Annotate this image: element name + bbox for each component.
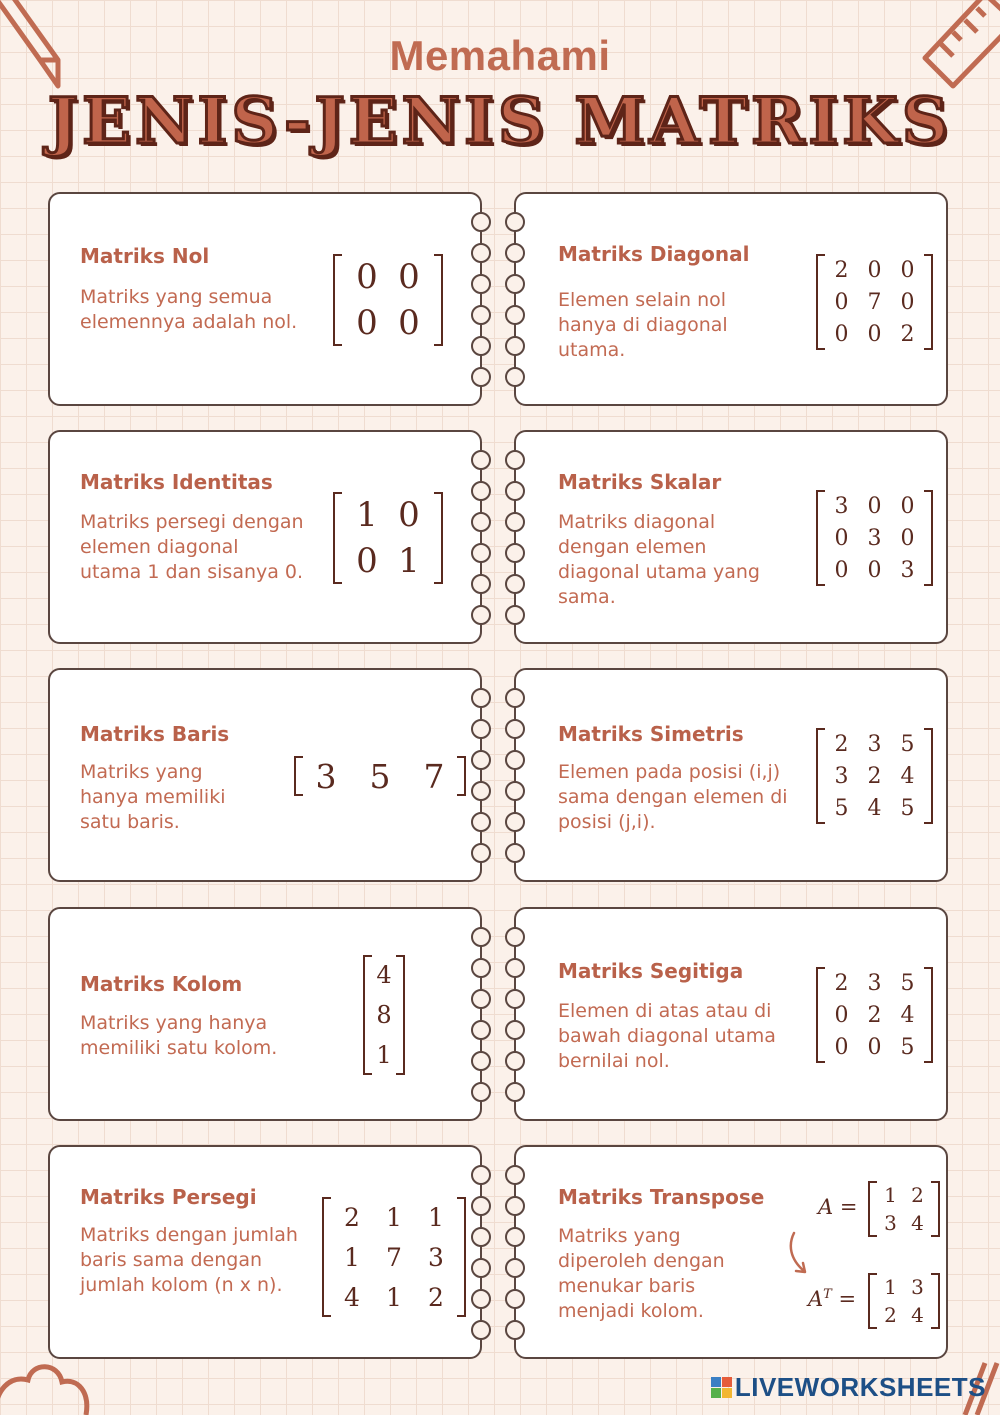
card-description: Elemen selain nol hanya di diagonal utama. bbox=[558, 289, 728, 361]
matrix-cell: 0 bbox=[356, 303, 378, 343]
card-matriks-identitas bbox=[48, 430, 482, 644]
liveworksheets-brand-text: LIVEWORKSHEETS bbox=[734, 1372, 986, 1402]
matrix-cell: 0 bbox=[356, 257, 378, 297]
card-title: Matriks Identitas bbox=[80, 470, 273, 494]
matrix-cell: 2 bbox=[911, 1183, 924, 1207]
matrix-cell: 0 bbox=[398, 303, 420, 343]
matrix-cell: 5 bbox=[900, 1034, 915, 1060]
card-title: Matriks Segitiga bbox=[558, 959, 744, 983]
card-description: Matriks yang hanya memiliki satu baris. bbox=[80, 761, 226, 833]
page-subtitle: Memahami bbox=[389, 32, 611, 79]
matrix-cell: 1 bbox=[428, 1202, 444, 1232]
matrix-cell: 1 bbox=[386, 1202, 402, 1232]
matrix-cell: 2 bbox=[834, 970, 849, 996]
matrix-cell: 4 bbox=[867, 795, 882, 821]
matrix bbox=[333, 254, 443, 346]
card-matriks-diagonal bbox=[514, 192, 948, 406]
matrix bbox=[333, 492, 443, 584]
matrix-cell: 5 bbox=[900, 731, 915, 757]
matrix-cell: 0 bbox=[867, 493, 882, 519]
card-matriks-segitiga bbox=[514, 907, 948, 1121]
matrix-cell: 3 bbox=[911, 1275, 924, 1299]
matrix-cell: 1 bbox=[398, 541, 420, 581]
card-matriks-nol bbox=[48, 192, 482, 406]
transpose-label-a: A = bbox=[818, 1195, 858, 1219]
card-description: Matriks yang semua elemennya adalah nol. bbox=[80, 286, 298, 333]
matrix-cell: 0 bbox=[867, 257, 882, 283]
matrix-cell: 4 bbox=[344, 1282, 360, 1312]
matrix-cell: 4 bbox=[911, 1211, 924, 1235]
card-title: Matriks Diagonal bbox=[558, 242, 750, 266]
card-description: Matriks dengan jumlah baris sama dengan jumlah kolom (n x n). bbox=[80, 1224, 298, 1296]
matrix-cell: 3 bbox=[884, 1211, 897, 1235]
matrix-cell: 0 bbox=[867, 321, 882, 347]
matrix-cell: 0 bbox=[900, 257, 915, 283]
matrix-cell: 3 bbox=[867, 970, 882, 996]
matrix-cell: 0 bbox=[867, 1034, 882, 1060]
matrix-cell: 0 bbox=[356, 541, 378, 581]
matrix-cell: 5 bbox=[900, 795, 915, 821]
matrix-cell: 4 bbox=[900, 763, 915, 789]
matrix-cell: 0 bbox=[398, 257, 420, 297]
card-title: Matriks Persegi bbox=[80, 1185, 257, 1209]
curved-arrow-icon bbox=[786, 1229, 816, 1279]
matrix-cell: 1 bbox=[884, 1275, 897, 1299]
card-title: Matriks Simetris bbox=[558, 722, 744, 746]
card-description: Matriks diagonal dengan elemen diagonal utama yang sama. bbox=[558, 511, 760, 608]
card-description: Elemen pada posisi (i,j) sama dengan elemen di posisi (j,i). bbox=[558, 761, 788, 833]
matrix-cell: 4 bbox=[900, 1002, 915, 1028]
card-description: Matriks yang diperoleh dengan menukar baris menjadi kolom. bbox=[558, 1225, 725, 1322]
matrix-cell: 7 bbox=[867, 289, 882, 315]
matrix-cell: 0 bbox=[834, 321, 849, 347]
card-matriks-skalar bbox=[514, 430, 948, 644]
matrix-cell: 2 bbox=[834, 731, 849, 757]
card-matriks-persegi bbox=[48, 1145, 482, 1359]
card-title: Matriks Kolom bbox=[80, 972, 243, 996]
matrix-cell: 2 bbox=[428, 1282, 444, 1312]
matrix-cell: 5 bbox=[900, 970, 915, 996]
matrix-cell: 7 bbox=[386, 1242, 402, 1272]
matrix-cell: 1 bbox=[386, 1282, 402, 1312]
matrix-cell: 0 bbox=[834, 557, 849, 583]
card-matriks-simetris bbox=[514, 668, 948, 882]
matrix-cell: 3 bbox=[834, 763, 849, 789]
matrix-cell: 1 bbox=[884, 1183, 897, 1207]
matrix-cell: 0 bbox=[900, 289, 915, 315]
matrix bbox=[363, 955, 405, 1075]
matrix-cell: 3 bbox=[428, 1242, 444, 1272]
matrix-cell: 3 bbox=[315, 756, 337, 796]
page-title: JENIS-JENIS MATRIKS bbox=[47, 84, 953, 159]
card-title: Matriks Transpose bbox=[558, 1185, 765, 1209]
card-description: Elemen di atas atau di bawah diagonal utama bernilai nol. bbox=[558, 1000, 776, 1072]
matrix-cell: 3 bbox=[867, 731, 882, 757]
matrix-cell: 4 bbox=[911, 1303, 924, 1327]
card-description: Matriks yang hanya memiliki satu kolom. bbox=[80, 1012, 278, 1059]
card-matriks-baris bbox=[48, 668, 482, 882]
matrix bbox=[816, 967, 933, 1063]
card-description: Matriks persegi dengan elemen diagonal utama 1 dan sisanya 0. bbox=[80, 511, 304, 583]
matrix bbox=[816, 490, 933, 586]
matrix-cell: 0 bbox=[398, 495, 420, 535]
card-matriks-kolom bbox=[48, 907, 482, 1121]
matrix-cell: 0 bbox=[834, 525, 849, 551]
matrix-cell: 2 bbox=[867, 1002, 882, 1028]
matrix-cell: 3 bbox=[867, 525, 882, 551]
matrix-cell: 2 bbox=[344, 1202, 360, 1232]
matrix-cell: 1 bbox=[376, 1041, 392, 1069]
transpose-label-at: $A^T$ = bbox=[808, 1287, 857, 1311]
card-title: Matriks Nol bbox=[80, 244, 210, 268]
matrix-cell: 3 bbox=[900, 557, 915, 583]
matrix bbox=[816, 728, 933, 824]
matrix-cell: 7 bbox=[423, 756, 445, 796]
matrix-cell: 0 bbox=[900, 525, 915, 551]
matrix-cell: 2 bbox=[884, 1303, 897, 1327]
cloud-doodle bbox=[0, 1350, 90, 1415]
matrix-cell: 5 bbox=[834, 795, 849, 821]
matrix-a bbox=[868, 1181, 940, 1237]
card-title: Matriks Baris bbox=[80, 722, 230, 746]
card-matriks-transpose bbox=[514, 1145, 948, 1359]
matrix-at bbox=[868, 1273, 940, 1329]
card-title: Matriks Skalar bbox=[558, 470, 722, 494]
matrix-cell: 8 bbox=[376, 1001, 392, 1029]
liveworksheets-logo-icon bbox=[711, 1377, 732, 1398]
matrix-cell: 2 bbox=[900, 321, 915, 347]
matrix-cell: 0 bbox=[867, 557, 882, 583]
matrix bbox=[294, 756, 466, 796]
liveworksheets-logo[interactable] bbox=[711, 1372, 986, 1403]
matrix bbox=[322, 1197, 466, 1317]
matrix-cell: 3 bbox=[834, 493, 849, 519]
matrix-cell: 0 bbox=[834, 289, 849, 315]
matrix-cell: 1 bbox=[356, 495, 378, 535]
matrix-cell: 0 bbox=[900, 493, 915, 519]
matrix-cell: 2 bbox=[867, 763, 882, 789]
matrix-cell: 5 bbox=[369, 756, 391, 796]
matrix-cell: 2 bbox=[834, 257, 849, 283]
matrix-cell: 0 bbox=[834, 1002, 849, 1028]
matrix-cell: 0 bbox=[834, 1034, 849, 1060]
matrix-cell: 4 bbox=[376, 961, 392, 989]
matrix bbox=[816, 254, 933, 350]
matrix-cell: 1 bbox=[344, 1242, 360, 1272]
